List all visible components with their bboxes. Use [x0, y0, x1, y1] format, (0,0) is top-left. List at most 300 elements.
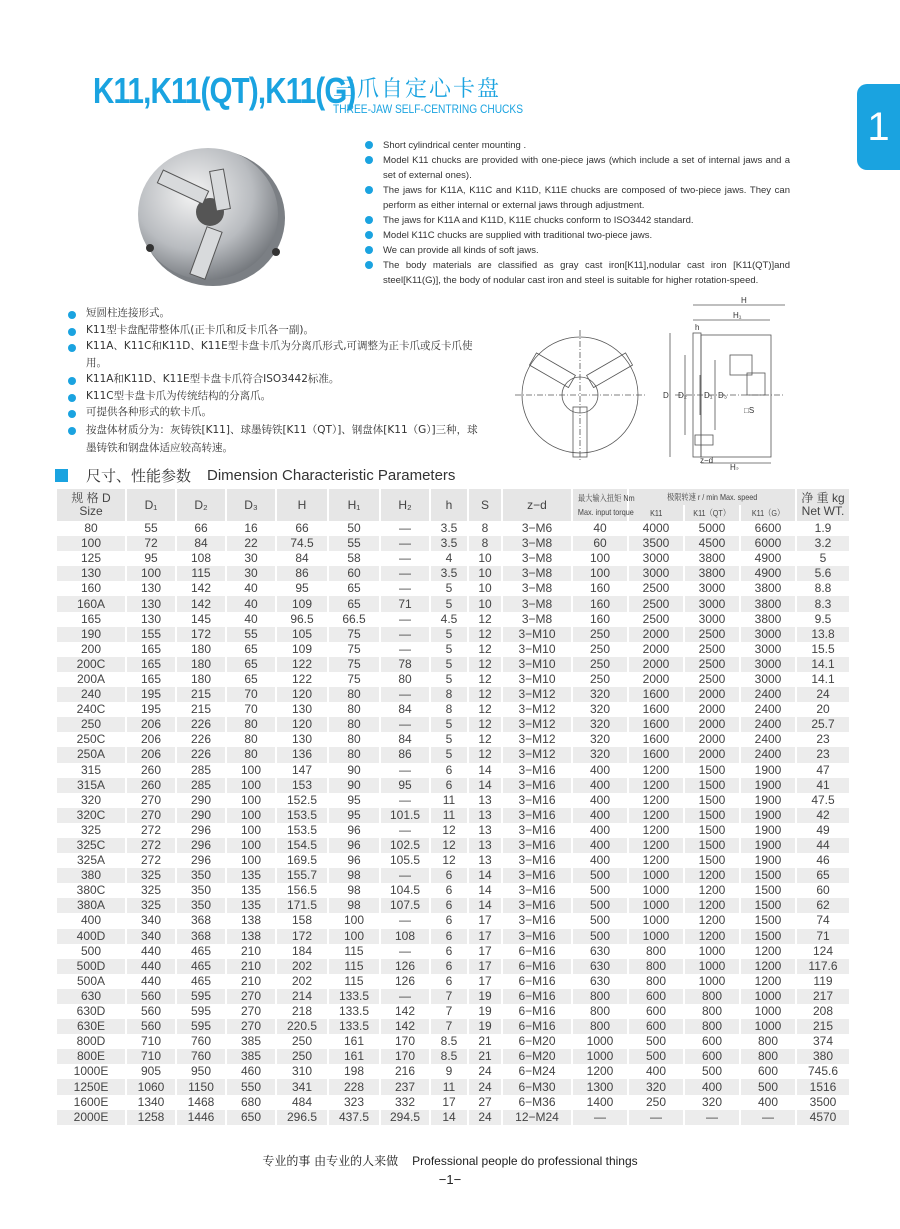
cell-h-upper: 66: [276, 521, 328, 536]
cell-weight: 46: [796, 853, 849, 868]
cell-speed-k11g: 1900: [740, 823, 796, 838]
cell-h-lower: 6: [430, 959, 468, 974]
table-row: [56, 1064, 849, 1079]
cell-h-lower: 6: [430, 763, 468, 778]
table-row: [56, 808, 849, 823]
cell-size: 315A: [56, 778, 126, 793]
cell-h1: 75: [328, 627, 380, 642]
cell-torque: 400: [572, 853, 628, 868]
cell-h1: 161: [328, 1034, 380, 1049]
table-row: [56, 551, 849, 566]
cell-speed-k11g: 2400: [740, 717, 796, 732]
cell-d1: 206: [126, 732, 176, 747]
label-D2: D₂: [678, 391, 687, 400]
cell-h1: 75: [328, 642, 380, 657]
cell-speed-k11: 3500: [628, 536, 684, 551]
cell-d3: 270: [226, 1019, 276, 1034]
cell-torque: 100: [572, 566, 628, 581]
cell-h2: —: [380, 612, 430, 627]
cell-h-lower: 3.5: [430, 536, 468, 551]
cell-d3: 16: [226, 521, 276, 536]
cell-h-upper: 130: [276, 702, 328, 717]
cell-speed-k11: 1000: [628, 898, 684, 913]
cell-h-lower: 5: [430, 747, 468, 762]
cell-h2: 71: [380, 596, 430, 611]
cell-d1: 905: [126, 1064, 176, 1079]
cell-s: 21: [468, 1034, 502, 1049]
footer-slogan-en: Professional people do professional things: [412, 1154, 638, 1168]
cell-h-upper: 84: [276, 551, 328, 566]
cell-torque: 500: [572, 898, 628, 913]
cell-weight: 24: [796, 687, 849, 702]
cell-zd: 3−M16: [502, 883, 572, 898]
cell-h-upper: 154.5: [276, 838, 328, 853]
cell-h2: —: [380, 521, 430, 536]
cell-h1: 96: [328, 853, 380, 868]
cell-h1: 66.5: [328, 612, 380, 627]
table-row: [56, 1110, 849, 1125]
cell-s: 10: [468, 551, 502, 566]
cell-zd: 6−M16: [502, 1004, 572, 1019]
cell-h2: 237: [380, 1079, 430, 1094]
cell-d3: 100: [226, 808, 276, 823]
cell-h-upper: 109: [276, 642, 328, 657]
cell-d1: 130: [126, 596, 176, 611]
cell-torque: 500: [572, 868, 628, 883]
cell-h1: 96: [328, 823, 380, 838]
cell-d2: 180: [176, 657, 226, 672]
cell-weight: 14.1: [796, 657, 849, 672]
cell-h-upper: 220.5: [276, 1019, 328, 1034]
table-row: [56, 838, 849, 853]
cell-d3: 680: [226, 1095, 276, 1110]
cell-size: 325A: [56, 853, 126, 868]
cell-speed-k11g: 1500: [740, 868, 796, 883]
cell-s: 13: [468, 838, 502, 853]
cell-h2: —: [380, 566, 430, 581]
cell-s: 19: [468, 989, 502, 1004]
header-s: S: [468, 489, 502, 521]
cell-d1: 100: [126, 566, 176, 581]
table-row: [56, 627, 849, 642]
cell-h1: 65: [328, 581, 380, 596]
cell-d3: 385: [226, 1034, 276, 1049]
cell-h-lower: 5: [430, 581, 468, 596]
cell-speed-k11: 1200: [628, 823, 684, 838]
cell-d1: 560: [126, 989, 176, 1004]
cell-s: 19: [468, 1004, 502, 1019]
cell-h2: 78: [380, 657, 430, 672]
cell-s: 24: [468, 1110, 502, 1125]
cell-h1: 115: [328, 959, 380, 974]
cell-h-upper: 136: [276, 747, 328, 762]
cell-h-lower: 5: [430, 627, 468, 642]
cell-h1: 80: [328, 702, 380, 717]
cell-d1: 1060: [126, 1079, 176, 1094]
cell-speed-k11g: 1900: [740, 853, 796, 868]
cell-h-lower: 4: [430, 551, 468, 566]
cell-speed-k11qt: 1000: [684, 959, 740, 974]
cell-h2: 102.5: [380, 838, 430, 853]
cell-h-lower: 6: [430, 913, 468, 928]
page-title: K11,K11(QT),K11(G): [93, 70, 356, 111]
cell-zd: 3−M8: [502, 536, 572, 551]
cell-speed-k11qt: 3000: [684, 596, 740, 611]
feature-item: 短圆柱连接形式。: [68, 305, 478, 322]
cell-speed-k11qt: 4500: [684, 536, 740, 551]
cell-speed-k11qt: 320: [684, 1095, 740, 1110]
cell-speed-k11qt: 1500: [684, 808, 740, 823]
table-row: [56, 989, 849, 1004]
cell-zd: 3−M10: [502, 627, 572, 642]
cell-d1: 272: [126, 838, 176, 853]
cell-size: 320C: [56, 808, 126, 823]
cell-speed-k11qt: 3800: [684, 551, 740, 566]
cell-h1: 95: [328, 808, 380, 823]
cell-weight: 20: [796, 702, 849, 717]
cell-weight: 1.9: [796, 521, 849, 536]
cell-d1: 272: [126, 823, 176, 838]
cell-speed-k11g: 1000: [740, 989, 796, 1004]
cell-speed-k11g: 3000: [740, 642, 796, 657]
cell-speed-k11g: 800: [740, 1034, 796, 1049]
cell-weight: 49: [796, 823, 849, 838]
cell-h-lower: 6: [430, 883, 468, 898]
cell-zd: 6−M16: [502, 959, 572, 974]
cell-s: 13: [468, 808, 502, 823]
cell-h1: 115: [328, 974, 380, 989]
label-H2: H₂: [730, 463, 739, 470]
cell-d2: 296: [176, 853, 226, 868]
cell-h-upper: 153: [276, 778, 328, 793]
feature-item: K11A和K11D、K11E型卡盘卡爪符合ISO3442标准。: [68, 371, 478, 388]
cell-speed-k11qt: 2000: [684, 717, 740, 732]
cell-h2: —: [380, 763, 430, 778]
cell-d2: 84: [176, 536, 226, 551]
cell-d3: 65: [226, 672, 276, 687]
header-speed: [628, 489, 796, 505]
header-h-lower: h: [430, 489, 468, 521]
cell-size: 325: [56, 823, 126, 838]
cell-s: 12: [468, 612, 502, 627]
cell-d3: 100: [226, 778, 276, 793]
cell-size: 250: [56, 717, 126, 732]
cell-h1: 65: [328, 596, 380, 611]
cell-d1: 440: [126, 959, 176, 974]
cell-speed-k11qt: 2000: [684, 747, 740, 762]
cell-zd: 6−M30: [502, 1079, 572, 1094]
cell-h1: 80: [328, 732, 380, 747]
cell-d1: 72: [126, 536, 176, 551]
cell-d2: 296: [176, 823, 226, 838]
cell-weight: 208: [796, 1004, 849, 1019]
cell-speed-k11: 4000: [628, 521, 684, 536]
cell-h-upper: 202: [276, 959, 328, 974]
cell-s: 14: [468, 868, 502, 883]
cell-torque: 320: [572, 732, 628, 747]
cell-speed-k11qt: 1000: [684, 944, 740, 959]
cell-speed-k11g: —: [740, 1110, 796, 1125]
cell-d2: 950: [176, 1064, 226, 1079]
label-D: D: [663, 391, 669, 400]
cell-speed-k11g: 1000: [740, 1019, 796, 1034]
cell-h2: 107.5: [380, 898, 430, 913]
cell-h-lower: 17: [430, 1095, 468, 1110]
cell-d3: 65: [226, 642, 276, 657]
cell-size: 160A: [56, 596, 126, 611]
cell-zd: 3−M6: [502, 521, 572, 536]
cell-h1: 323: [328, 1095, 380, 1110]
cell-h2: —: [380, 627, 430, 642]
cell-d2: 1468: [176, 1095, 226, 1110]
cell-d3: 80: [226, 747, 276, 762]
header-torque: [572, 489, 635, 521]
cell-d1: 195: [126, 687, 176, 702]
cell-speed-k11qt: 2500: [684, 627, 740, 642]
cell-h1: 198: [328, 1064, 380, 1079]
feature-item: 可提供各种形式的软卡爪。: [68, 404, 478, 421]
cell-h-upper: 86: [276, 566, 328, 581]
cell-d3: 210: [226, 974, 276, 989]
front-view: [515, 330, 645, 460]
section-marker: [55, 469, 68, 482]
cell-weight: 8.3: [796, 596, 849, 611]
cell-d3: 100: [226, 823, 276, 838]
cell-speed-k11: 3000: [628, 566, 684, 581]
cell-d2: 215: [176, 702, 226, 717]
cell-h1: 100: [328, 913, 380, 928]
cell-zd: 3−M16: [502, 929, 572, 944]
cell-s: 17: [468, 959, 502, 974]
cell-weight: 215: [796, 1019, 849, 1034]
cell-speed-k11qt: 1200: [684, 883, 740, 898]
cell-speed-k11g: 3800: [740, 612, 796, 627]
cell-h2: 294.5: [380, 1110, 430, 1125]
cell-d2: 760: [176, 1049, 226, 1064]
label-H: H: [741, 296, 747, 305]
cell-h1: 115: [328, 944, 380, 959]
cell-h2: 101.5: [380, 808, 430, 823]
cell-size: 200C: [56, 657, 126, 672]
cell-zd: 3−M16: [502, 838, 572, 853]
cell-torque: 400: [572, 823, 628, 838]
header-d1: D₁: [126, 489, 176, 521]
cell-h1: 98: [328, 883, 380, 898]
cell-d1: 95: [126, 551, 176, 566]
cell-speed-k11qt: 1500: [684, 778, 740, 793]
cell-speed-k11g: 2400: [740, 702, 796, 717]
cell-s: 17: [468, 944, 502, 959]
cell-d3: 270: [226, 989, 276, 1004]
cell-torque: 500: [572, 913, 628, 928]
cell-speed-k11qt: 1200: [684, 913, 740, 928]
cell-weight: 74: [796, 913, 849, 928]
cell-d2: 226: [176, 747, 226, 762]
table-row: [56, 536, 849, 551]
cell-h-upper: 74.5: [276, 536, 328, 551]
cell-h1: 228: [328, 1079, 380, 1094]
cell-h2: 170: [380, 1049, 430, 1064]
cell-speed-k11g: 1500: [740, 883, 796, 898]
header-k11g-label: K11（G）: [751, 508, 785, 518]
cell-h-upper: 96.5: [276, 612, 328, 627]
cell-h-lower: 5: [430, 672, 468, 687]
cell-h-lower: 7: [430, 1019, 468, 1034]
feature-item: Model K11C chucks are supplied with traditional two-piece jaws.: [365, 228, 790, 243]
cell-torque: 630: [572, 944, 628, 959]
cell-s: 12: [468, 747, 502, 762]
cell-d2: 180: [176, 642, 226, 657]
cell-speed-k11qt: 1200: [684, 929, 740, 944]
table-row: [56, 913, 849, 928]
cell-speed-k11: 2000: [628, 657, 684, 672]
cell-zd: 3−M16: [502, 808, 572, 823]
header-h2: H₂: [380, 489, 430, 521]
cell-size: 80: [56, 521, 126, 536]
cell-d2: 108: [176, 551, 226, 566]
title-english: THREE-JAW SELF-CENTRING CHUCKS: [333, 102, 524, 116]
feature-item: K11A、K11C和K11D、K11E型卡盘卡爪为分离爪形式,可调整为正卡爪或反卡爪使用。: [68, 338, 478, 371]
cell-torque: 800: [572, 1004, 628, 1019]
cell-size: 500A: [56, 974, 126, 989]
cell-zd: 3−M12: [502, 687, 572, 702]
cell-h2: —: [380, 823, 430, 838]
cell-d1: 130: [126, 581, 176, 596]
cell-size: 500: [56, 944, 126, 959]
cell-weight: 23: [796, 732, 849, 747]
cell-speed-k11g: 4900: [740, 566, 796, 581]
cell-s: 17: [468, 974, 502, 989]
table-row: [56, 596, 849, 611]
cell-size: 325C: [56, 838, 126, 853]
cell-speed-k11qt: 2500: [684, 672, 740, 687]
table-row: [56, 974, 849, 989]
cell-d2: 142: [176, 581, 226, 596]
cell-h2: —: [380, 717, 430, 732]
cell-s: 12: [468, 642, 502, 657]
cell-weight: 380: [796, 1049, 849, 1064]
feature-item: K11型卡盘配带整体爪(正卡爪和反卡爪各一副)。: [68, 322, 478, 339]
cell-h-lower: 8: [430, 702, 468, 717]
cell-h2: —: [380, 687, 430, 702]
cell-s: 10: [468, 596, 502, 611]
cell-weight: 15.5: [796, 642, 849, 657]
cell-h-upper: 250: [276, 1034, 328, 1049]
cell-torque: 320: [572, 702, 628, 717]
cell-torque: 500: [572, 929, 628, 944]
cell-h-lower: 7: [430, 989, 468, 1004]
cell-speed-k11: 1200: [628, 763, 684, 778]
cell-s: 13: [468, 823, 502, 838]
cell-zd: 3−M8: [502, 596, 572, 611]
cell-d1: 165: [126, 657, 176, 672]
cell-d2: 226: [176, 717, 226, 732]
cell-h-lower: 12: [430, 823, 468, 838]
cell-h1: 96: [328, 838, 380, 853]
cell-size: 630D: [56, 1004, 126, 1019]
cell-weight: 23: [796, 747, 849, 762]
cell-h-upper: 250: [276, 1049, 328, 1064]
cell-torque: 630: [572, 974, 628, 989]
cell-h2: 142: [380, 1004, 430, 1019]
cell-h-lower: 12: [430, 838, 468, 853]
cell-h-lower: 9: [430, 1064, 468, 1079]
cell-h-lower: 6: [430, 778, 468, 793]
table-row: [56, 853, 849, 868]
header-k11qt-label: K11（QT）: [693, 508, 731, 518]
cell-speed-k11qt: 1200: [684, 898, 740, 913]
cell-h1: 437.5: [328, 1110, 380, 1125]
cell-d3: 138: [226, 913, 276, 928]
cell-d1: 155: [126, 627, 176, 642]
cell-s: 10: [468, 566, 502, 581]
cell-speed-k11: 1200: [628, 838, 684, 853]
cell-s: 19: [468, 1019, 502, 1034]
footer-slogan: [0, 1152, 900, 1169]
table-row: [56, 566, 849, 581]
cell-s: 17: [468, 913, 502, 928]
cell-size: 800D: [56, 1034, 126, 1049]
cell-speed-k11: 1200: [628, 778, 684, 793]
table-row: [56, 883, 849, 898]
page-number: −1−: [438, 1172, 462, 1187]
cell-d2: 285: [176, 778, 226, 793]
table-row: [56, 642, 849, 657]
cell-speed-k11qt: 800: [684, 989, 740, 1004]
cell-d2: 1150: [176, 1079, 226, 1094]
cell-speed-k11: 500: [628, 1034, 684, 1049]
section-title-cn: 尺寸、性能参数: [86, 467, 192, 485]
cell-h-upper: 155.7: [276, 868, 328, 883]
cell-torque: 1400: [572, 1095, 628, 1110]
cell-speed-k11g: 3800: [740, 596, 796, 611]
cell-h1: 133.5: [328, 989, 380, 1004]
cell-speed-k11: 320: [628, 1079, 684, 1094]
cell-speed-k11g: 1000: [740, 1004, 796, 1019]
cell-h1: 75: [328, 657, 380, 672]
cell-d3: 460: [226, 1064, 276, 1079]
cell-size: 2000E: [56, 1110, 126, 1125]
cell-d1: 270: [126, 793, 176, 808]
cell-h2: 84: [380, 732, 430, 747]
label-S: □S: [744, 406, 755, 415]
cell-weight: 5.6: [796, 566, 849, 581]
feature-item: K11C型卡盘卡爪为传统结构的分离爪。: [68, 388, 478, 405]
cell-speed-k11g: 1500: [740, 929, 796, 944]
cell-h1: 75: [328, 672, 380, 687]
cell-d3: 70: [226, 702, 276, 717]
cell-speed-k11qt: 500: [684, 1064, 740, 1079]
cell-speed-k11: 500: [628, 1049, 684, 1064]
side-view: [670, 305, 785, 463]
cell-d3: 100: [226, 793, 276, 808]
cell-h-lower: 6: [430, 974, 468, 989]
cell-speed-k11g: 4900: [740, 551, 796, 566]
cell-d3: 40: [226, 596, 276, 611]
cell-speed-k11: 1000: [628, 913, 684, 928]
header-size-cn: 规 格 D: [71, 491, 111, 505]
cell-d2: 296: [176, 838, 226, 853]
cell-h-lower: 3.5: [430, 521, 468, 536]
cell-h2: —: [380, 536, 430, 551]
cell-speed-k11: 400: [628, 1064, 684, 1079]
features-chinese: [68, 305, 478, 457]
cell-zd: 3−M16: [502, 853, 572, 868]
cell-d2: 465: [176, 974, 226, 989]
cell-h-upper: 122: [276, 672, 328, 687]
cell-h-lower: 5: [430, 642, 468, 657]
feature-item: The body materials are classified as gray cast iron[K11],nodular cast iron [K11(QT)]and steel[K11(G)], the body of nodular cast iron and steel is suitable for higher rotation-speed.: [365, 258, 790, 288]
